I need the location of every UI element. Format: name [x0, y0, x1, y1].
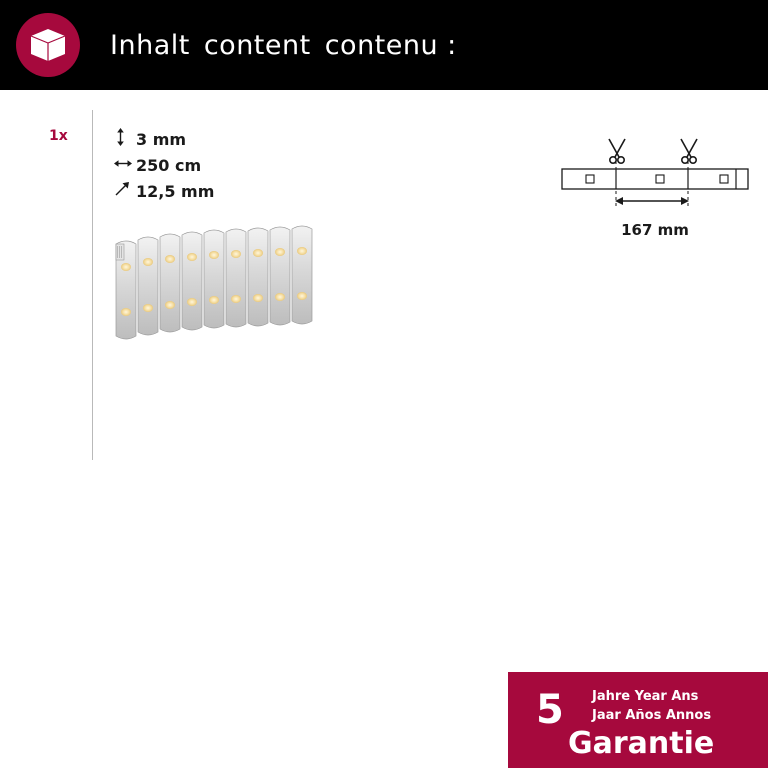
dimension-row	[114, 178, 214, 204]
dimension-value: 3 mm	[136, 129, 187, 149]
dimension-row	[114, 152, 214, 178]
cut-length-label: 167 mm	[621, 221, 689, 239]
dimension-row	[114, 126, 214, 152]
paulmann-box-logo-icon	[30, 28, 66, 62]
page-title-fr: contenu :	[324, 30, 457, 61]
cut-diagram	[560, 135, 750, 245]
width-arrow-icon	[114, 156, 136, 174]
led-strip-cut-segment-icon	[560, 135, 750, 221]
diagonal-arrow-icon	[114, 181, 136, 201]
page-title-en: content	[203, 30, 311, 61]
dimension-value: 250 cm	[136, 155, 202, 175]
brand-logo	[16, 13, 80, 77]
item-quantity: 1x	[49, 128, 68, 144]
warranty-languages-line2: Jaar Años Annos	[592, 708, 712, 723]
height-arrow-icon	[114, 128, 136, 150]
page-title-de: Inhalt	[110, 30, 190, 61]
scissors-icon	[681, 139, 697, 163]
warranty-languages-line1: Jahre Year Ans	[592, 689, 699, 704]
page-title	[110, 30, 457, 61]
scissors-icon	[609, 139, 625, 163]
led-strip-coil-illustration	[110, 222, 325, 362]
warranty-years: 5	[536, 687, 564, 733]
header-bar	[0, 0, 768, 90]
warranty-word: Garantie	[568, 726, 715, 761]
warranty-badge	[508, 672, 768, 768]
dimension-value: 12,5 mm	[136, 181, 215, 201]
dimension-list	[114, 126, 214, 204]
vertical-divider	[92, 110, 93, 460]
